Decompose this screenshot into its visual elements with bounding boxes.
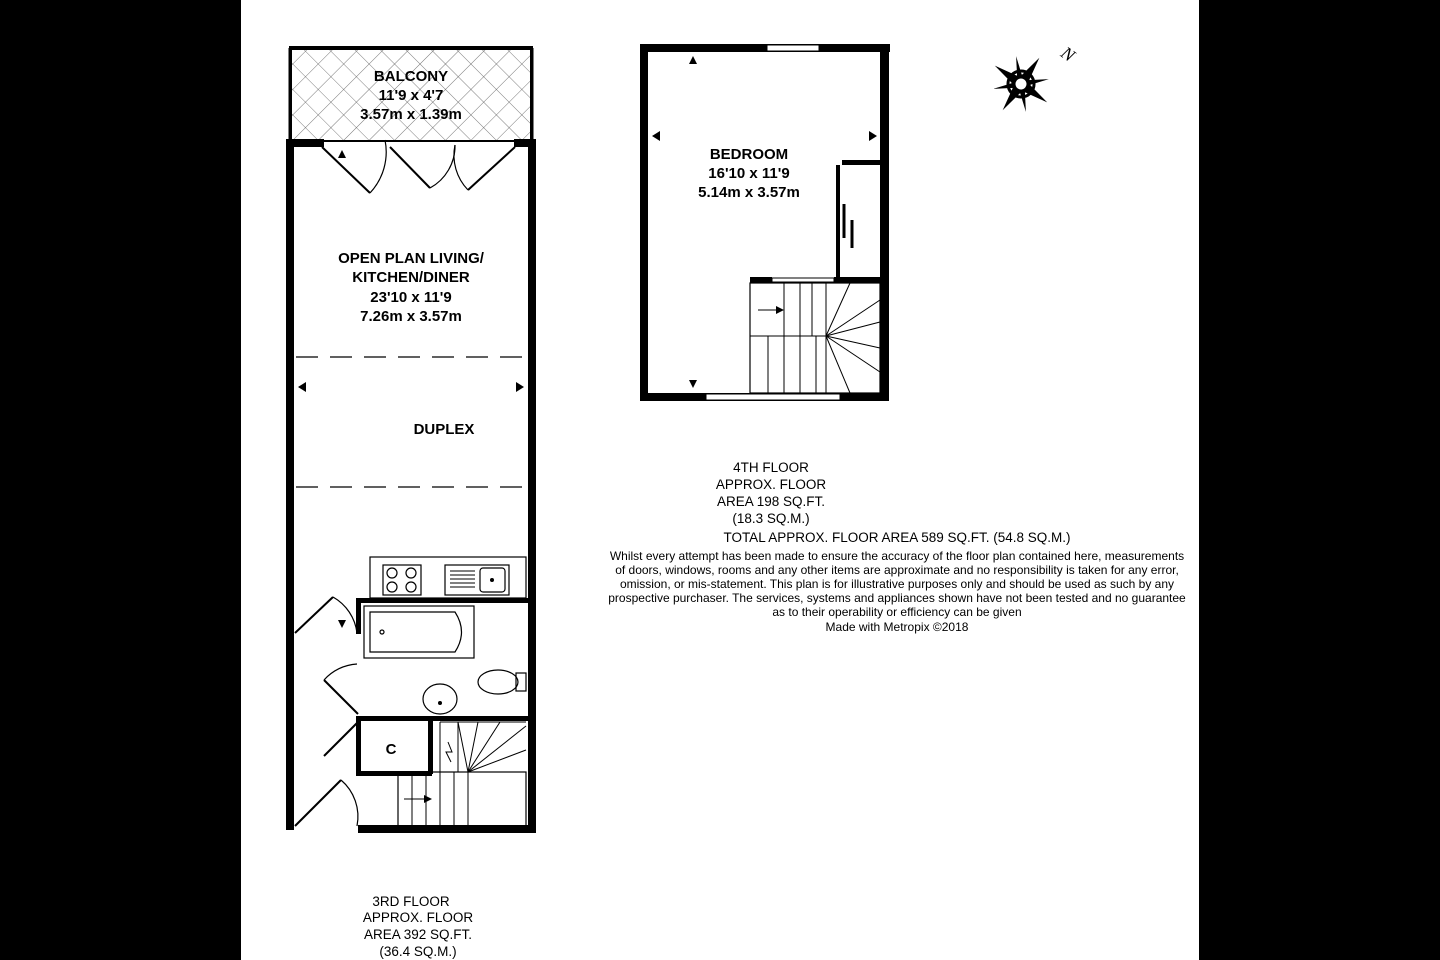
sink-icon: [445, 565, 509, 595]
fourth-floor-line3: AREA 198 SQ.FT.: [716, 494, 826, 509]
toilet-icon: [478, 670, 518, 694]
third-floor-walls: [286, 139, 536, 833]
floor-plan-sheet: [241, 0, 1199, 960]
hall-doors: [295, 597, 358, 826]
dimension-arrow-icon: [869, 131, 877, 141]
fourth-floor-plan: [640, 44, 890, 526]
bedroom-imperial: 16'10 x 11'9: [708, 165, 790, 182]
stair-direction-icon: [776, 306, 784, 314]
fourth-floor-line1: 4TH FLOOR: [733, 460, 809, 475]
third-floor-line1: 3RD FLOOR: [372, 894, 450, 909]
fourth-floor-line2: APPROX. FLOOR: [715, 477, 827, 492]
compass-rose-icon: [976, 39, 1065, 128]
living-label-line1: OPEN PLAN LIVING/: [338, 250, 484, 267]
balcony-label: BALCONY: [373, 68, 449, 85]
floor-plan-drawing: [241, 0, 1199, 960]
living-metric: 7.26m x 3.57m: [360, 308, 462, 325]
living-imperial: 23'10 x 11'9: [370, 289, 452, 306]
dimension-arrow-icon: [516, 382, 524, 392]
third-floor-line2: APPROX. FLOOR: [362, 910, 474, 925]
cupboard-label: C: [385, 741, 397, 758]
compass-north-label: N: [1057, 42, 1079, 66]
fourth-floor-walls: [640, 44, 890, 401]
svg-text:as to their operability or eff: as to their operability or efficiency can be given: [772, 605, 1022, 619]
dimension-arrow-icon: [652, 131, 660, 141]
svg-text:Whilst every attempt has been: Whilst every attempt has been made to ensure the accuracy of the floor plan contained here, measurements: [609, 549, 1185, 563]
third-floor-line3: AREA 392 SQ.FT.: [363, 927, 473, 942]
duplex-label: DUPLEX: [413, 421, 475, 438]
disclaimer: [608, 549, 1186, 634]
cupboard: [386, 741, 397, 758]
balcony-doors: [322, 140, 515, 193]
svg-text:omission, or mis-statement. Th: omission, or mis-statement. This plan is for illustrative purposes only and should be used as such by any: [619, 577, 1175, 591]
basin-icon: [423, 684, 457, 714]
balcony-metric: 3.57m x 1.39m: [360, 106, 462, 123]
balcony-imperial: 11'9 x 4'7: [378, 87, 444, 104]
dimension-arrow-icon: [689, 380, 697, 388]
door-arrow-icon: [338, 150, 346, 158]
third-floor-plan: [286, 48, 536, 959]
third-floor-line4: (36.4 SQ.M.): [379, 944, 457, 959]
svg-text:of doors, windows, rooms and a: of doors, windows, rooms and any other items are approximate and no responsibility is taken for any error,: [615, 563, 1179, 577]
svg-text:Made with Metropix ©2018: Made with Metropix ©2018: [825, 620, 969, 634]
bedroom-label: BEDROOM: [709, 146, 789, 163]
bathroom: [364, 606, 526, 714]
total-floor-area: TOTAL APPROX. FLOOR AREA 589 SQ.FT. (54.8 SQ.M.): [723, 530, 1071, 545]
fourth-floor-line4: (18.3 SQ.M.): [732, 511, 810, 526]
stair-direction-icon: [424, 795, 432, 803]
living-label-line2: KITCHEN/DINER: [352, 269, 470, 286]
bedroom-metric: 5.14m x 3.57m: [698, 184, 800, 201]
fourth-floor-staircase: [750, 283, 880, 393]
svg-text:prospective purchaser. The ser: prospective purchaser. The services, systems and appliances shown have not been tested and no guarantee: [608, 591, 1186, 605]
dimension-arrow-icon: [298, 382, 306, 392]
kitchen-counter: [370, 557, 526, 598]
dimension-arrow-icon: [689, 56, 697, 64]
